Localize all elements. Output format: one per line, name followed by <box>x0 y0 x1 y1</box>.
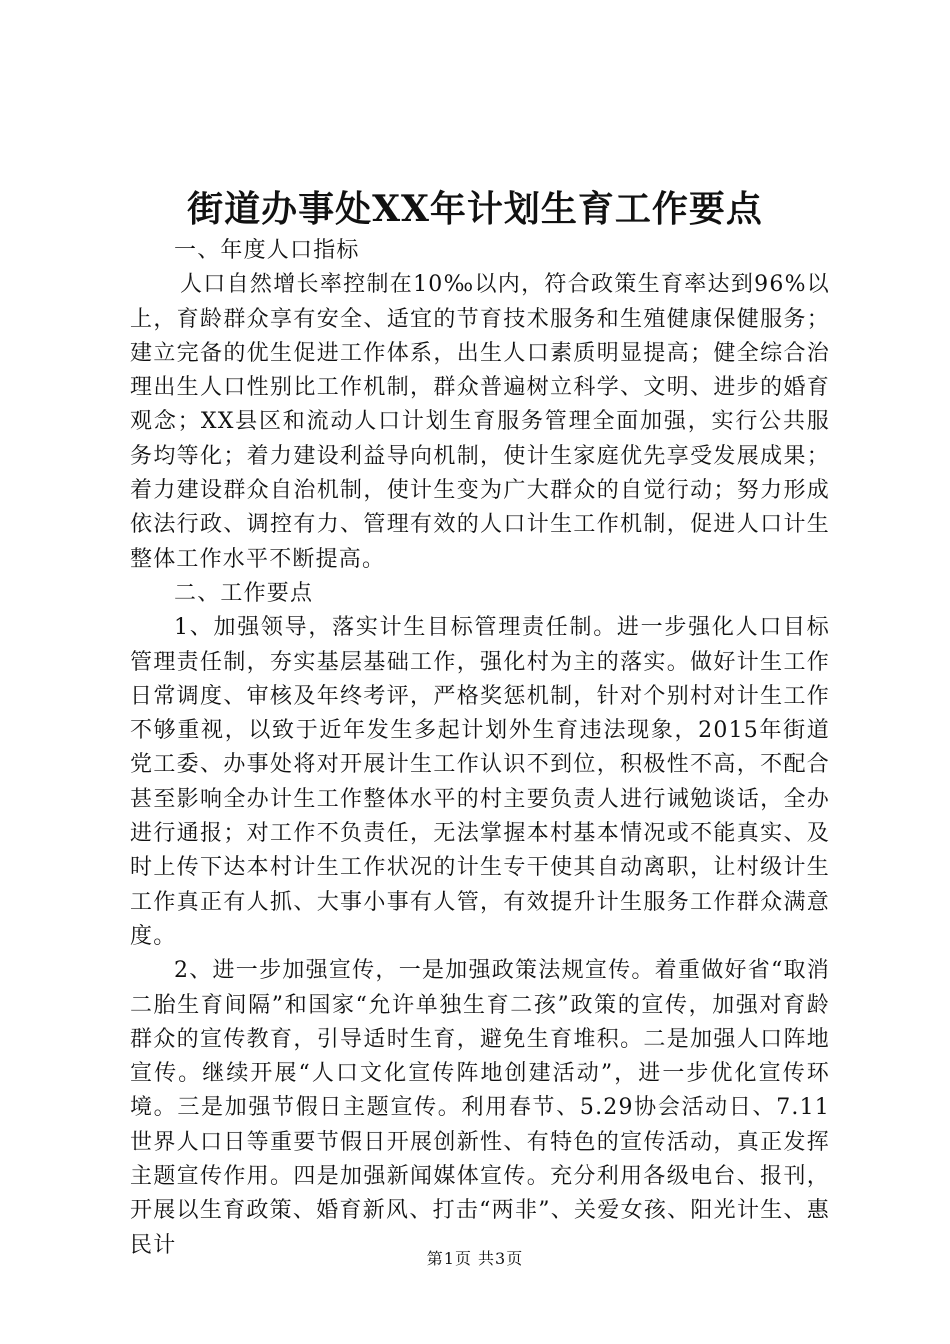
paragraph-publicity: 2、进一步加强宣传，一是加强政策法规宣传。着重做好省“取消二胎生育间隔”和国家“允许单独生育二孩”政策的宣传，加强对育龄群众的宣传教育，引导适时生育，避免生育堆积。二是加强人口阵地宣传。继续开展“人口文化宣传阵地创建活动”，进一步优化宣传环境。三是加强节假日主题宣传。利用春节、5.29协会活动日、7.11世界人口日等重要节假日开展创新性、有特色的宣传活动，真正发挥主题宣传作用。四是加强新闻媒体宣传。充分利用各级电台、报刊，开展以生育政策、婚育新风、打击“两非”、关爱女孩、阳光计生、惠民计 <box>130 958 830 1258</box>
paragraph-indicators: 人口自然增长率控制在10‰以内，符合政策生育率达到96%以上，育龄群众享有安全、适宜的节育技术服务和生殖健康保健服务；建立完备的优生促进工作体系，出生人口素质明显提高；健全综合治理出生人口性别比工作机制，群众普遍树立科学、文明、进步的婚育观念；XX县区和流动人口计划生育服务管理全面加强，实行公共服务均等化；着力建设利益导向机制，使计生家庭优先享受发展成果；着力建设群众自治机制，使计生变为广大群众的自觉行动；努力形成依法行政、调控有力、管理有效的人口计生工作机制，促进人口计生整体工作水平不断提高。 <box>130 272 830 572</box>
section-heading-indicators: 一、年度人口指标 <box>174 238 360 263</box>
paragraph-leadership: 1、加强领导，落实计生目标管理责任制。进一步强化人口目标管理责任制，夯实基层基础工作，强化村为主的落实。做好计生工作日常调度、审核及年终考评，严格奖惩机制，针对个别村对计生工作不够重视，以致于近年发生多起计划外生育违法现象，2015年街道党工委、办事处将对开展计生工作认识不到位，积极性不高，不配合甚至影响全办计生工作整体水平的村主要负责人进行诫勉谈话，全办进行通报；对工作不负责任，无法掌握本村基本情况或不能真实、及时上传下达本村计生工作状况的计生专干使其自动离职，让村级计生工作真正有人抓、大事小事有人管，有效提升计生服务工作群众满意度。 <box>130 615 830 949</box>
document-title: 街道办事处XX年计划生育工作要点 <box>187 188 763 230</box>
document-body <box>130 234 830 1263</box>
section-heading-work-points: 二、工作要点 <box>174 580 314 606</box>
page-number-footer: 第1页 共3页 <box>426 1249 524 1268</box>
